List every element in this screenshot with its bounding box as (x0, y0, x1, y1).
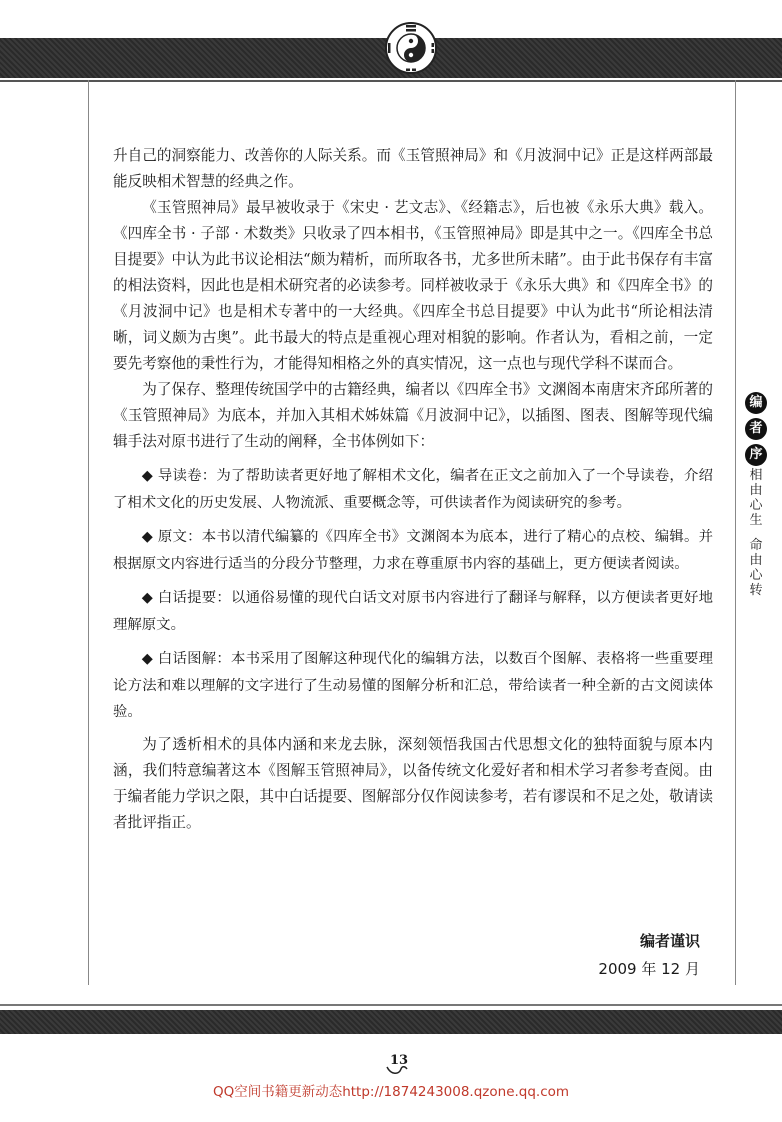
side-title-char: 序 (745, 444, 767, 466)
slogan-char: 由 (749, 553, 763, 568)
bullet-text: 白话提要：以通俗易懂的现代白话文对原书内容进行了翻译与解释，以方便读者更好地理解原文。 (113, 590, 713, 633)
page-curl-ornament-icon (385, 1063, 409, 1075)
diamond-bullet-icon: ◆ (141, 590, 154, 606)
slogan-char: 由 (749, 483, 763, 498)
body-text (113, 143, 713, 836)
slogan-char: 相 (749, 468, 763, 483)
page-number: 13 (390, 1053, 409, 1068)
footer-band (0, 1010, 782, 1034)
slogan-gap (748, 528, 764, 538)
slogan-char: 命 (749, 538, 763, 553)
side-title-char: 者 (745, 418, 767, 440)
signature-date: 2009 年 12 月 (598, 960, 700, 978)
diamond-bullet-icon: ◆ (141, 468, 154, 484)
side-section-title (742, 392, 770, 466)
slogan-char: 转 (749, 583, 763, 598)
paragraph-1: 升自己的洞察能力、改善你的人际关系。而《玉管照神局》和《月波洞中记》正是这样两部最能反映相术智慧的经典之作。 (113, 147, 713, 190)
paragraph-3: 为了保存、整理传统国学中的古籍经典，编者以《四库全书》文渊阁本南唐宋齐邱所著的《玉管照神局》为底本，并加入其相术姊妹篇《月波洞中记》，以插图、图表、图解等现代编辑手法对原书进行了生动的阐释，全书体例如下： (113, 381, 713, 450)
slogan-char: 心 (749, 568, 763, 583)
closing-paragraph: 为了透析相术的具体内涵和来龙去脉，深刻领悟我国古代思想文化的独特面貌与原本内涵，我们特意编著这本《图解玉管照神局》，以备传统文化爱好者和相术学习者参考查阅。由于编者能力学识之限，其中白话提要、图解部分仅作阅读参考，若有谬误和不足之处，敬请读者批评指正。 (113, 735, 713, 831)
bullet-item-daodu (113, 463, 713, 516)
footer-source-link[interactable]: QQ空间书籍更新动态http://1874243008.qzone.qq.com (212, 1084, 570, 1100)
bullet-item-yuanwen (113, 524, 713, 577)
bullet-text: 导读卷：为了帮助读者更好地了解相术文化，编者在正文之前加入了一个导读卷，介绍了相术文化的历史发展、人物流派、重要概念等，可供读者作为阅读研究的参考。 (113, 468, 713, 511)
diamond-bullet-icon: ◆ (141, 529, 154, 545)
bullet-text: 白话图解：本书采用了图解这种现代化的编辑方法，以数百个图解、表格将一些重要理论方法和难以理解的文字进行了生动易懂的图解分析和汇总，带给读者一种全新的古文阅读体验。 (113, 651, 713, 720)
signature-name: 编者谨识 (639, 932, 700, 950)
side-slogan (748, 468, 764, 598)
side-title-char: 编 (745, 392, 767, 414)
bullet-item-baihua-tujie (113, 646, 713, 726)
slogan-char: 心 (749, 498, 763, 513)
paragraph-2: 《玉管照神局》最早被收录于《宋史 · 艺文志》、《经籍志》，后也被《永乐大典》载入。《四库全书 · 子部 · 术数类》只收录了四本相书，《玉管照神局》即是其中之一。《四库全书总目提要》中认为此书议论相法“颇为精析，而所取各书，尤多世所未睹”。由于此书保存有丰富的相法资料，因此也是相术研究者的必读参考。同样被收录于《永乐大典》和《四库全书》的《月波洞中记》也是相术专著中的一大经典。《四库全书总目提要》中认为此书“所论相法清晰，词义颇为古奥”。此书最大的特点是重视心理对相貌的影响。作者认为，看相之前，一定要先考察他的秉性行为，才能得知相格之外的真实情况，这一点也与现代学科不谋而合。 (113, 199, 713, 372)
frame-left-rule (88, 80, 89, 985)
slogan-char: 生 (749, 513, 763, 528)
bullet-text: 原文：本书以清代编纂的《四库全书》文渊阁本为底本，进行了精心的点校、编辑。并根据原文内容进行适当的分段分节整理，力求在尊重原书内容的基础上，更方便读者阅读。 (113, 529, 713, 572)
diamond-bullet-icon: ◆ (141, 651, 154, 667)
bullet-item-baihua-tiyao (113, 585, 713, 638)
yin-yang-bagua-icon (385, 22, 437, 74)
frame-right-rule (735, 80, 736, 985)
